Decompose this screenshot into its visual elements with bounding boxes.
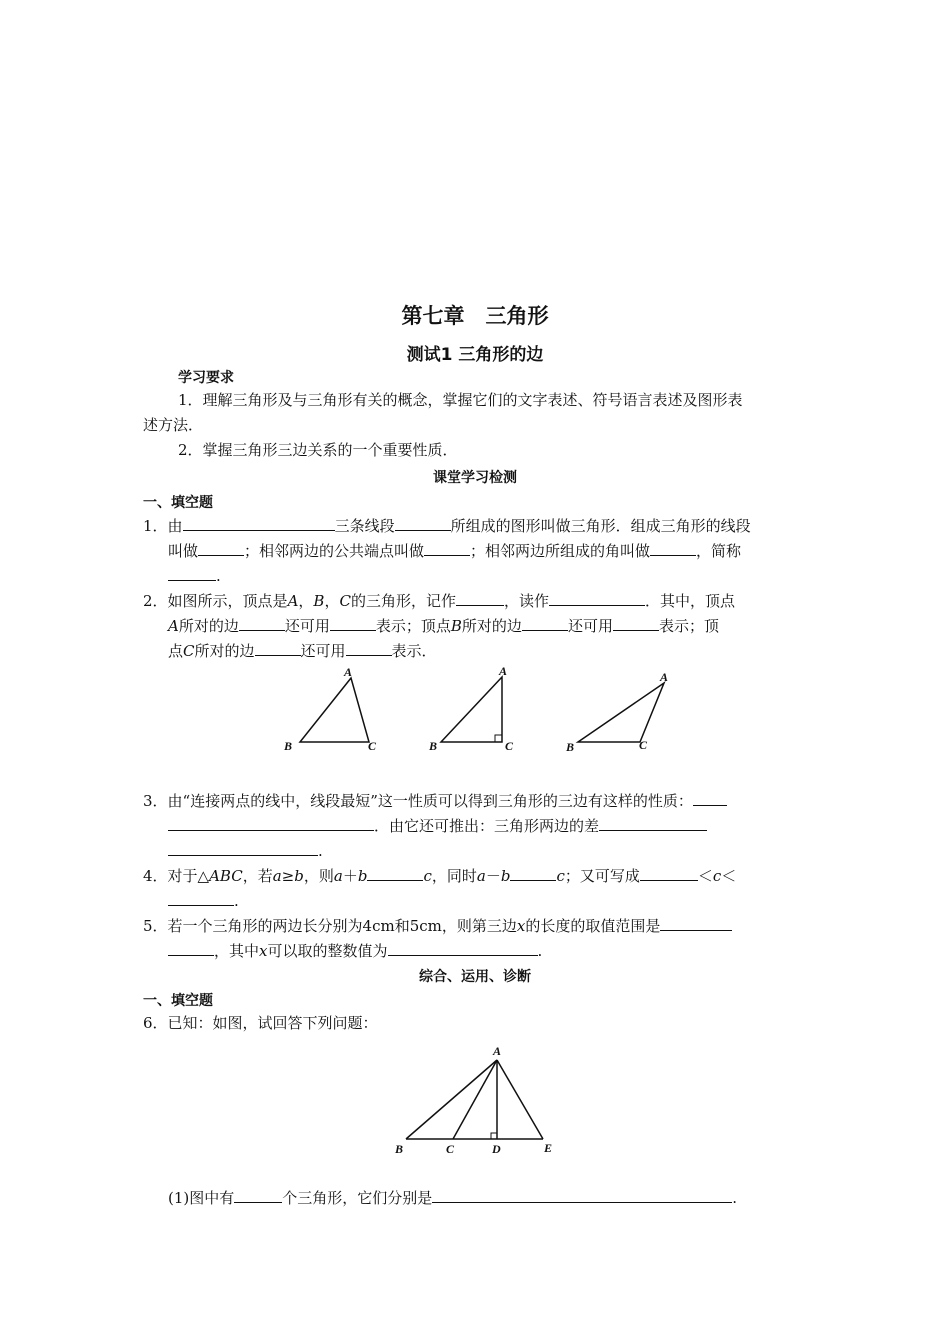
blank[interactable]: [367, 865, 423, 881]
blank[interactable]: [395, 515, 451, 531]
chapter-title: 第七章 三角形: [401, 304, 549, 328]
blank[interactable]: [330, 615, 376, 631]
blank[interactable]: [640, 865, 698, 881]
blank[interactable]: [424, 540, 470, 556]
blank[interactable]: [510, 865, 556, 881]
part-heading-fill-blank: 一、填空题: [143, 495, 213, 511]
question-3-line-2: ．由它还可推出：三角形两边的差: [168, 815, 707, 836]
blank[interactable]: [660, 915, 732, 931]
triangle-acute: [283, 665, 377, 753]
segment-ae: [497, 1060, 543, 1139]
blank[interactable]: [168, 840, 318, 856]
blank[interactable]: [599, 815, 707, 831]
section-title-comprehensive: 综合、运用、诊断: [419, 969, 531, 985]
vertex-label-a: A: [499, 664, 508, 678]
question-number: 4．: [143, 867, 168, 885]
vertex-label-c: C: [368, 739, 377, 753]
vertex-label-c: C: [639, 738, 648, 752]
blank[interactable]: [549, 590, 645, 606]
blank[interactable]: [255, 640, 301, 656]
question-2-line-2: A所对的边 还可用 表示；顶点B所对的边 还可用 表示；顶: [168, 617, 719, 635]
question-4-line-1: 4．对于△ABC，若a≥b，则a＋b c，同时a－b c；又可写成 ＜c＜: [143, 867, 737, 885]
question-5-line-1: 5．若一个三角形的两边长分别为4cm和5cm，则第三边x的长度的取值范围是: [143, 915, 732, 936]
triangle-right: [428, 664, 514, 753]
question-3-line-1: 3．由“连接两点的线中，线段最短”这一性质可以得到三角形的三边有这样的性质：: [143, 790, 727, 811]
blank[interactable]: [456, 590, 504, 606]
test-title: 测试1 三角形的边: [406, 345, 544, 365]
question-number: 5．: [143, 917, 168, 935]
question-2-line-1: 2．如图所示，顶点是A，B，C的三角形，记作 ，读作 ．其中，顶点: [143, 592, 735, 610]
blank[interactable]: [432, 1187, 732, 1203]
vertex-label-b: B: [395, 1142, 404, 1156]
question-1-line-3: .: [168, 565, 221, 586]
blank[interactable]: [168, 940, 214, 956]
vertex-label-a: A: [344, 665, 353, 679]
blank[interactable]: [168, 890, 234, 906]
question-1-line-1: 1．由 三条线段 所组成的图形叫做三角形．组成三角形的线段: [143, 517, 751, 535]
vertex-label-a: A: [660, 670, 669, 684]
question-number: 1．: [143, 517, 168, 535]
question-number: 6．: [143, 1014, 168, 1032]
blank[interactable]: [168, 565, 216, 581]
question-1-line-2: 叫做 ；相邻两边的公共端点叫做 ；相邻两边所组成的角叫做 ，简称: [168, 542, 742, 560]
question-number: 3．: [143, 792, 168, 810]
requirement-2: 2．掌握三角形三边关系的一个重要性质．: [178, 441, 458, 459]
blank[interactable]: [168, 815, 374, 831]
vertex-label-b: B: [429, 739, 438, 753]
vertex-label-a: A: [493, 1044, 502, 1058]
part-heading-fill-blank-2: 一、填空题: [143, 993, 213, 1009]
triangle-obtuse: [565, 670, 668, 754]
question-number: 2．: [143, 592, 168, 610]
requirements-heading: 学习要求: [178, 370, 234, 386]
figure-triangles: [270, 662, 690, 762]
question-5-line-2: ，其中x可以取的整数值为 .: [168, 940, 542, 961]
blank[interactable]: [522, 615, 568, 631]
right-angle-mark: [491, 1133, 497, 1139]
blank[interactable]: [346, 640, 392, 656]
question-6-line-1: 6．已知：如图，试回答下列问题：: [143, 1014, 378, 1032]
blank[interactable]: [183, 515, 335, 531]
blank[interactable]: [239, 615, 285, 631]
requirement-1-line-1: 1．理解三角形及与三角形有关的概念，掌握它们的文字表述、符号语言表述及图形表: [178, 391, 743, 409]
segment-ab: [406, 1060, 497, 1139]
question-3-line-3: .: [168, 840, 323, 861]
blank[interactable]: [613, 615, 659, 631]
blank[interactable]: [198, 540, 244, 556]
blank[interactable]: [234, 1187, 282, 1203]
figure-triangle-abe: [385, 1035, 565, 1165]
blank[interactable]: [650, 540, 696, 556]
vertex-label-e: E: [544, 1141, 553, 1155]
vertex-label-b: B: [566, 740, 575, 754]
vertex-label-d: D: [492, 1142, 501, 1156]
question-2-line-3: 点C所对的边 还可用 表示．: [168, 642, 437, 660]
question-4-line-2: .: [168, 890, 239, 911]
blank[interactable]: [693, 790, 727, 806]
question-6-sub-1: (1)图中有 个三角形，它们分别是 .: [168, 1189, 738, 1207]
segment-ac: [453, 1060, 497, 1139]
requirement-1-line-2: 述方法．: [143, 416, 204, 434]
section-title-classroom: 课堂学习检测: [433, 470, 517, 486]
blank[interactable]: [388, 940, 538, 956]
vertex-label-c: C: [505, 739, 514, 753]
vertex-label-c: C: [446, 1142, 455, 1156]
vertex-label-b: B: [284, 739, 293, 753]
